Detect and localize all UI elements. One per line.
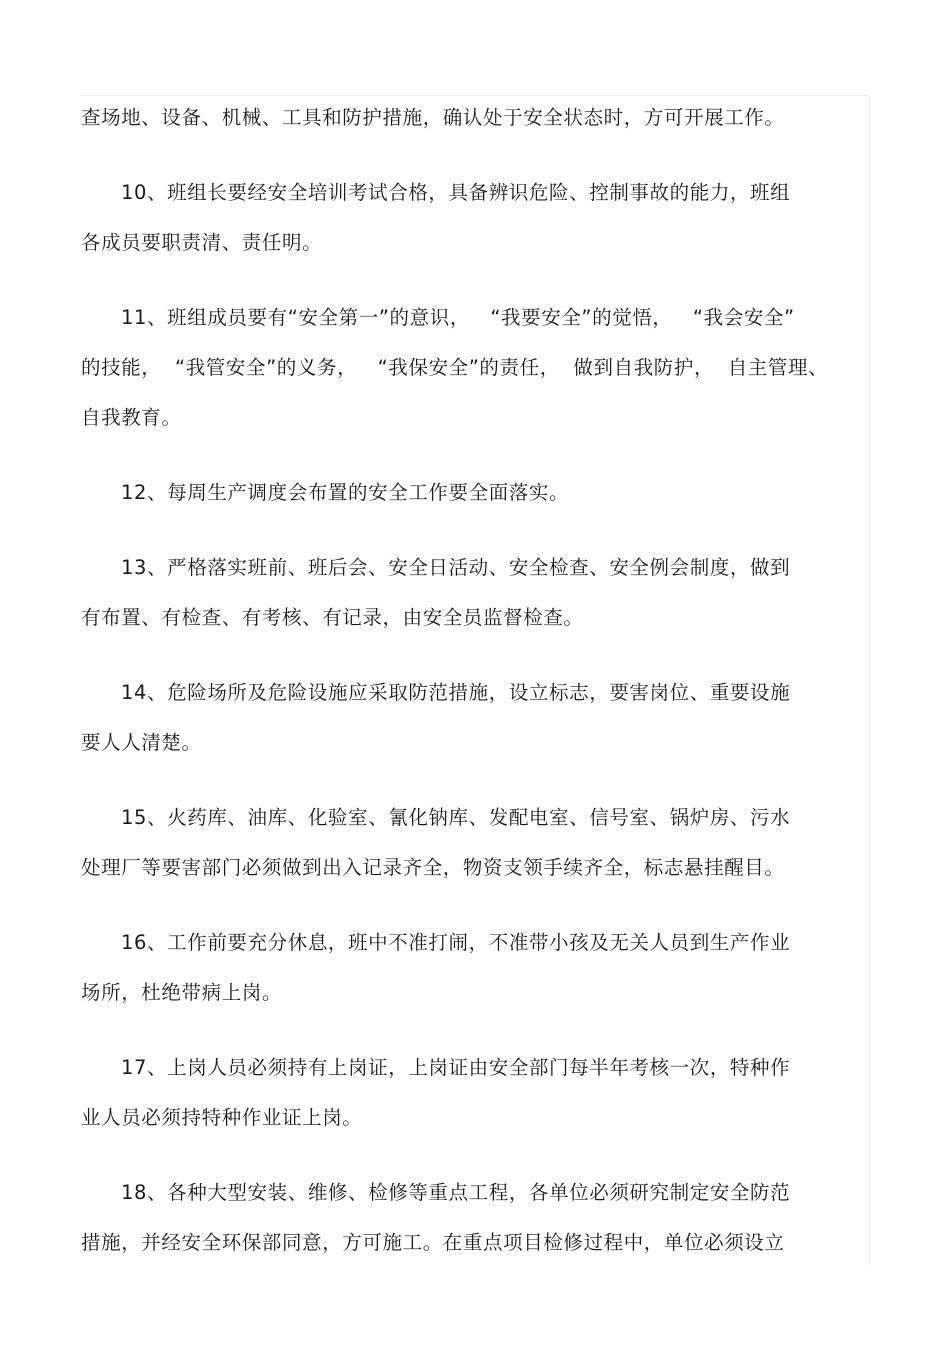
page-border-right bbox=[869, 95, 870, 1265]
text-line: 有布置、有检查、有考核、有记录，由安全员监督检查。 bbox=[81, 606, 584, 629]
text-line: 业人员必须持特种作业证上岗。 bbox=[81, 1106, 363, 1129]
text-line: 场所，杜绝带病上岗。 bbox=[81, 981, 283, 1004]
text-line: 11、班组成员要有“安全第一”的意识， “我要安全”的觉悟， “我会安全” bbox=[121, 306, 795, 329]
text-line: 措施，并经安全环保部同意，方可施工。在重点项目检修过程中，单位必须设立 bbox=[81, 1231, 785, 1254]
text-line: 的技能， “我管安全”的义务， “我保安全”的责任， 做到自我防护， 自主管理、 bbox=[81, 356, 829, 379]
text-line: 查场地、设备、机械、工具和防护措施，确认处于安全状态时，方可开展工作。 bbox=[81, 106, 785, 129]
text-line: 10、班组长要经安全培训考试合格，具备辨识危险、控制事故的能力，班组 bbox=[121, 181, 791, 204]
page-border-top bbox=[80, 95, 870, 96]
text-line: 处理厂等要害部门必须做到出入记录齐全，物资支领手续齐全，标志悬挂醒目。 bbox=[81, 856, 785, 879]
text-line: 16、工作前要充分休息，班中不准打闹，不准带小孩及无关人员到生产作业 bbox=[121, 931, 791, 954]
text-line: 各成员要职责清、责任明。 bbox=[81, 231, 323, 254]
text-line: 18、各种大型安装、维修、检修等重点工程，各单位必须研究制定安全防范 bbox=[121, 1181, 791, 1204]
text-line: 要人人清楚。 bbox=[81, 731, 202, 754]
text-line: 自我教育。 bbox=[81, 406, 182, 429]
text-line: 14、危险场所及危险设施应采取防范措施，设立标志，要害岗位、重要设施 bbox=[121, 681, 791, 704]
text-line: 12、每周生产调度会布置的安全工作要全面落实。 bbox=[121, 481, 570, 504]
text-line: 13、严格落实班前、班后会、安全日活动、安全检查、安全例会制度，做到 bbox=[121, 556, 791, 579]
text-line: 15、火药库、油库、化验室、氰化钠库、发配电室、信号室、锅炉房、污水 bbox=[121, 806, 791, 829]
text-line: 17、上岗人员必须持有上岗证，上岗证由安全部门每半年考核一次，特种作 bbox=[121, 1056, 791, 1079]
